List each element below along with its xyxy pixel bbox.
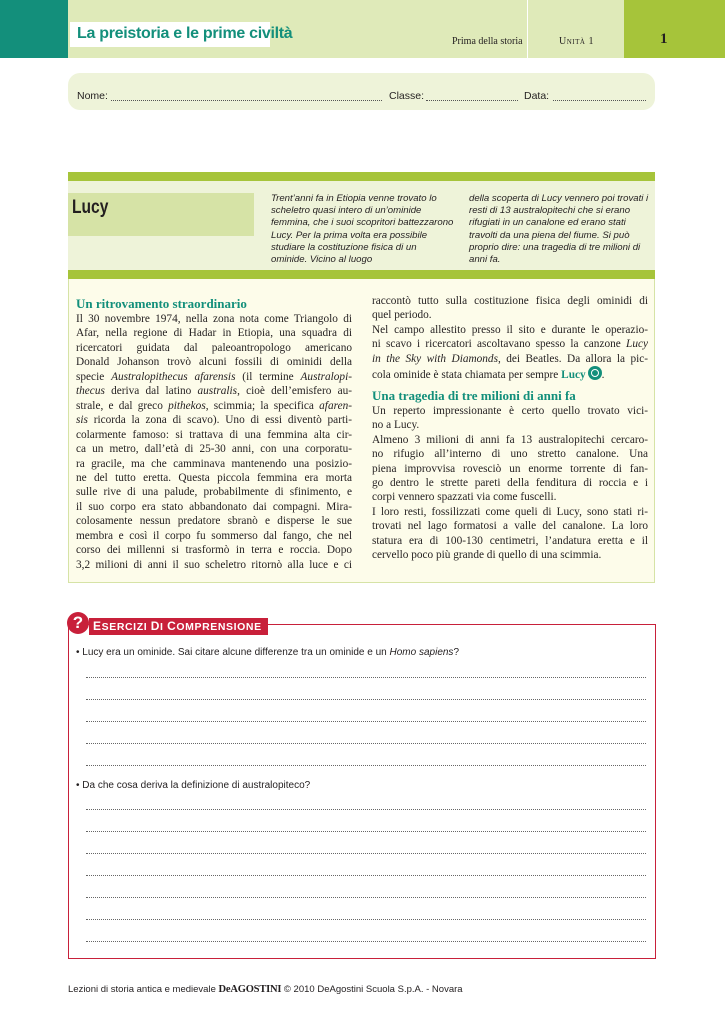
text-line: colarmente famoso: si trattava di una femmina alta cir- xyxy=(76,428,352,441)
text-line: ni scavo i ricercatori ascoltavano spesso la canzone Lucy xyxy=(372,338,648,351)
page-number-box xyxy=(624,0,725,58)
page-number: 1 xyxy=(660,31,668,47)
class-field[interactable] xyxy=(426,100,518,101)
answer-line[interactable] xyxy=(86,941,646,942)
text-line: quel periodo. xyxy=(372,309,432,322)
text-line: corso dei millenni si trasformò in terra e roccia. Dopo xyxy=(76,544,352,557)
text-line: Afar, nella regione di Hadar in Etiopia, una squadra di xyxy=(76,327,352,340)
article-column-left xyxy=(76,296,352,572)
text-line: piena improvvisa rovesciò un enorme torrente di fan- xyxy=(372,462,648,475)
exercises-box xyxy=(68,624,656,959)
text-line: cola ominide è stata chiamata per sempre Lucy . xyxy=(372,366,648,382)
text-line: strale, e dal greco pithekos, scimmia; la specifica afaren- xyxy=(76,399,352,412)
text-line: raccontò tutto sulla costituzione fisica degli ominidi di xyxy=(372,295,648,307)
class-label: Classe: xyxy=(389,90,425,102)
question-2: • Da che cosa deriva la definizione di australopiteco? xyxy=(76,780,311,791)
text-line: no rifugio all’interno di uno stretto canalone. Una xyxy=(372,448,648,461)
intro-text-right: della scoperta di Lucy vennero poi trovati i resti di 13 australopitechi che si erano rifugiati in un canalone ed erano stati travolti da una piena del fiume. Si può proprio dire: una tragedia di tre milioni di anni fa. xyxy=(469,193,649,266)
text-line: no a Lucy. xyxy=(372,419,420,432)
chapter-title: La preistoria e le prime civiltà xyxy=(77,25,293,42)
text-line: ca un metro, dall’età di 25-30 anni, con una corporatu- xyxy=(76,443,352,456)
name-field[interactable] xyxy=(111,100,382,101)
text-line: statura era di 100-130 centimetri, l’andatura eretta e il xyxy=(372,534,648,547)
text-line: ra gracile, ma che camminava mantenendo una posizio- xyxy=(76,457,352,470)
text-line: 3,2 milioni di anni il suo scheletro ritornò alla luce e ci xyxy=(76,558,352,571)
text-line: colosamente nessun predatore sbranò e disperse le sue xyxy=(76,515,352,528)
section-heading: Un ritrovamento straordinario xyxy=(76,296,247,311)
article-column-right xyxy=(372,294,648,563)
header-divider xyxy=(527,0,528,58)
publisher-logo: DeAGOSTINI xyxy=(218,984,282,995)
section-body xyxy=(372,404,648,563)
lucy-link[interactable]: Lucy xyxy=(561,369,601,381)
page-footer: Lezioni di storia antica e medievale DeAGOSTINI © 2010 DeAgostini Scuola S.p.A. - Novara xyxy=(68,984,463,995)
text-line: sis ricorda la zona di scavo). Uno di essi diventò parti- xyxy=(76,414,352,427)
article-divider-bar xyxy=(68,270,655,279)
exercises-label: ESERCIZI DI COMPRENSIONE xyxy=(89,618,268,635)
text-line: ne del tutto eretta. Questa piccola femmina era morta xyxy=(76,471,352,484)
text-line: sulle rive di una palude, probabilmente di sfinimento, e xyxy=(76,486,352,499)
text-line: go dentro le strette pareti della fenditura di roccia e i xyxy=(372,476,648,489)
text-line: in the Sky with Diamonds, dei Beatles. Da allora la pic- xyxy=(372,352,649,365)
answer-line[interactable] xyxy=(86,699,646,700)
header-accent xyxy=(0,0,68,58)
article-title: Lucy xyxy=(72,197,109,218)
answer-line[interactable] xyxy=(86,897,646,898)
text-line: Nel campo allestito presso il sito e durante le operazio- xyxy=(372,323,648,336)
student-info-bar xyxy=(68,73,655,110)
text-line: I loro resti, fossilizzati come queli di Lucy, sono stati ri- xyxy=(372,505,648,518)
text-line: Almeno 3 milioni di anni fa 13 australopitechi cercaro- xyxy=(372,433,648,446)
answer-line[interactable] xyxy=(86,743,646,744)
text-line: Donald Johanson trovò alcuni fossili di ominidi della xyxy=(76,356,352,369)
section-title: Prima della storia xyxy=(452,36,523,47)
text-line: il suo corpo era stato abbandonato dai compagni. Mira- xyxy=(76,500,352,513)
answer-line[interactable] xyxy=(86,875,646,876)
answer-line[interactable] xyxy=(86,919,646,920)
answer-line[interactable] xyxy=(86,677,646,678)
text-line: specie Australopithecus afarensis (il termine Australopi- xyxy=(76,370,352,383)
answer-line[interactable] xyxy=(86,809,646,810)
text-line: ricercatori guidata dal paleoantropologo americano xyxy=(76,341,352,354)
text-line: Il 30 novembre 1974, nella zona nota come Triangolo di xyxy=(76,313,352,325)
date-label: Data: xyxy=(524,90,550,102)
unit-label: Unità 1 xyxy=(559,36,594,47)
section-heading: Una tragedia di tre milioni di anni fa xyxy=(372,387,576,403)
text-line: membra e così il corpo fu sommerso dal fango, che nel xyxy=(76,529,352,542)
answer-line[interactable] xyxy=(86,721,646,722)
intro-text-left: Trent’anni fa in Etiopia venne trovato lo scheletro quasi intero di un’ominide femmina, che i suoi scopritori battezzarono Lucy. Per la prima volta era possibile studiare la costituzione fisica di un ominide. Vicino al luogo xyxy=(271,193,454,266)
answer-line[interactable] xyxy=(86,831,646,832)
text-line: trovati nel lago formatosi a valle del canalone. La loro xyxy=(372,520,648,533)
text-line: thecus deriva dal latino australis, cioè dell’emisfero au- xyxy=(76,385,352,398)
answer-line[interactable] xyxy=(86,853,646,854)
section-body xyxy=(76,312,352,572)
text-line: Un reperto impressionante è certo quello trovato vici- xyxy=(372,404,648,417)
link-arrow-icon xyxy=(588,366,602,380)
article-top-bar xyxy=(68,172,655,181)
text-line: corpi vennero spazzati via come fuscelli. xyxy=(372,491,557,504)
name-label: Nome: xyxy=(77,90,108,102)
date-field[interactable] xyxy=(553,100,646,101)
section-body xyxy=(372,294,648,366)
answer-line[interactable] xyxy=(86,765,646,766)
text-line: cervello poco più grande di quello di una scimmia. xyxy=(372,549,602,562)
question-mark-icon: ? xyxy=(67,612,89,634)
question-1: • Lucy era un ominide. Sai citare alcune differenze tra un ominide e un Homo sapiens? xyxy=(76,647,459,658)
